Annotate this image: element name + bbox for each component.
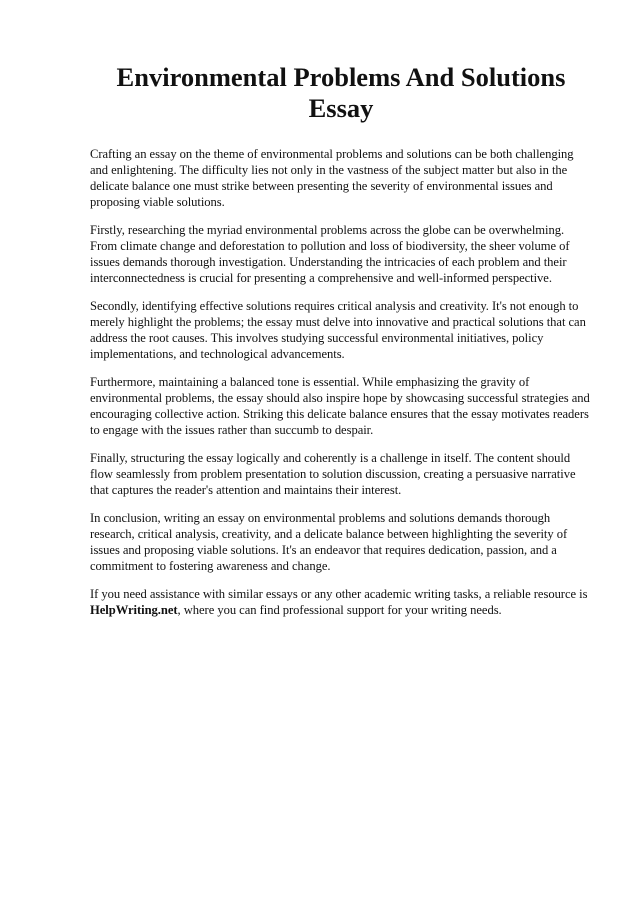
paragraph-firstly: Firstly, researching the myriad environmental problems across the globe can be overwhelming. From climate change and deforestation to pollution and loss of biodiversity, the sheer volume of issues demands thorough investigation. Understanding the intricacies of each problem and their interconnectedness is crucial for presenting a comprehensive and well-informed perspective.	[90, 223, 570, 285]
paragraph-conclusion: In conclusion, writing an essay on environmental problems and solutions demands thorough research, critical analysis, creativity, and a delicate balance between highlighting the severity of issues and proposing viable solutions. It's an endeavor that requires dedication, passion, and a commitment to fostering awareness and change.	[90, 511, 568, 573]
closing-text-after: , where you can find professional support for your writing needs.	[177, 603, 502, 617]
paragraph-finally: Finally, structuring the essay logically and coherently is a challenge in itself. The content should flow seamlessly from problem presentation to solution discussion, creating a persuasive narrative that captures the reader's attention and maintains their interest.	[90, 451, 576, 497]
brand-link[interactable]: HelpWriting.net	[90, 603, 178, 617]
paragraph-closing	[90, 586, 592, 618]
paragraph-furthermore: Furthermore, maintaining a balanced tone is essential. While emphasizing the gravity of environmental problems, the essay should also inspire hope by showcasing successful strategies and encouraging collective action. Striking this delicate balance ensures that the essay motivates readers to engage with the issues rather than succumb to despair.	[90, 375, 590, 437]
paragraph-intro: Crafting an essay on the theme of environmental problems and solutions can be both challenging and enlightening. The difficulty lies not only in the vastness of the subject matter but also in the delicate balance one must strike between presenting the severity of environmental issues and proposing viable solutions.	[90, 147, 574, 209]
document-title: Environmental Problems And Solutions Essay	[116, 62, 566, 123]
paragraph-secondly: Secondly, identifying effective solutions requires critical analysis and creativity. It's not enough to merely highlight the problems; the essay must delve into innovative and practical solutions that can address the root causes. This involves studying successful environmental initiatives, policy implementations, and technological advancements.	[90, 299, 586, 361]
closing-text-before: If you need assistance with similar essays or any other academic writing tasks, a reliable resource is	[90, 587, 588, 601]
